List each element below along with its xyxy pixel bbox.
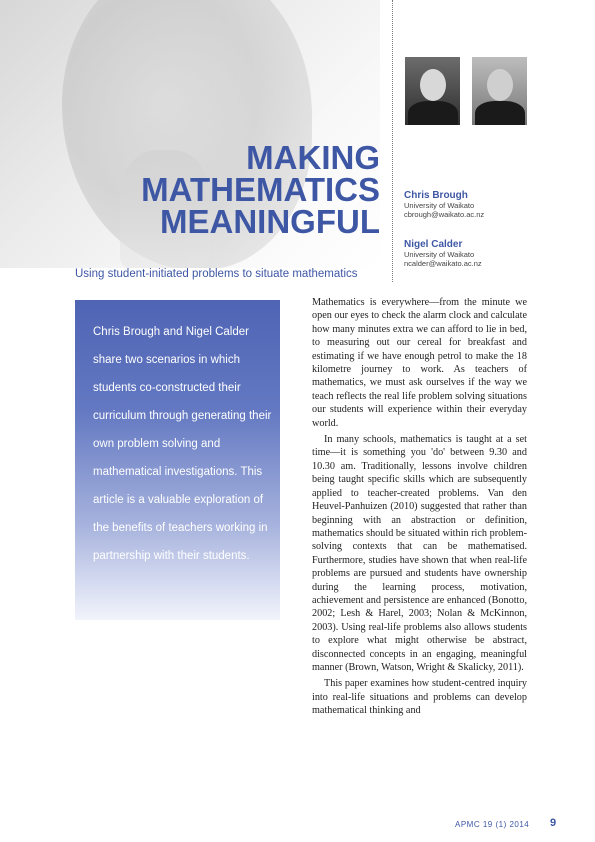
journal-citation: APMC 19 (1) 2014 (455, 820, 530, 829)
dotted-divider (392, 0, 393, 282)
author-block-1 (404, 190, 484, 219)
title-line-1: MAKING (246, 139, 380, 176)
article-title (141, 139, 380, 240)
portrait-head (420, 69, 446, 101)
title-line-3: MEANINGFUL (160, 203, 380, 240)
author-email[interactable]: ncalder@waikato.ac.nz (404, 259, 482, 268)
article-subtitle: Using student-initiated problems to situate mathematics (75, 268, 358, 280)
body-paragraph-1: Mathematics is everywhere—from the minute we open our eyes to check the alarm clock and calculate how many minutes extra we can afford to lie in bed, to measuring out our cereal for breakfast and estimating if we have enough petrol to make the 18 kilometre journey to work. As teachers of mathematics, we must ask ourselves if the way we teach reflects the real life problem solving situations our students will experience within their everyday world. (312, 297, 527, 429)
author-name: Chris Brough (404, 190, 468, 201)
page-number: 9 (550, 817, 557, 829)
body-paragraph-3: This paper examines how student-centred inquiry into real-life situations and problems can develop mathematical thinking and (312, 678, 527, 717)
author-block-2 (404, 239, 482, 268)
portrait-shoulders (408, 101, 458, 125)
author-affiliation: University of Waikato (404, 250, 475, 259)
title-line-2: MATHEMATICS (141, 171, 380, 208)
author-name: Nigel Calder (404, 239, 463, 250)
callout-text: Chris Brough and Nigel Calder share two scenarios in which students co-constructed their curriculum through generating their own problem solving and mathematical investigations. This article is a valuable exploration of the benefits of teachers working in partnership with their students. (93, 326, 272, 562)
author-affiliation: University of Waikato (404, 201, 475, 210)
article-body (312, 296, 527, 721)
body-paragraph-2: In many schools, mathematics is taught at a set time—it is something you 'do' between 9.30 and 10.30 am. Traditionally, lessons involve children being taught specific skills which are subsequently applied to teacher-created problems. Van den Heuvel-Panhuizen (2010) suggested that rather than beginning with an abstraction or definition, mathematics should be situated within rich problem-solving contexts that can be mathematised. Furthermore, studies have shown that when real-life problems are pursued and students have ownership during the learning process, motivation, achievement and persistence are enhanced (Bonotto, 2002; Lesh & Harel, 2003; Nolan & McKinnon, 2003). Using real-life problems also allows students to explore what might otherwise be abstract, disconnected concepts in an engaging, meaningful manner (Brown, Watson, Wright & Skalicky, 2011). (312, 434, 527, 673)
author-photo-nigel-calder (472, 57, 527, 125)
author-photo-chris-brough (405, 57, 460, 125)
author-email[interactable]: cbrough@waikato.ac.nz (404, 210, 485, 219)
portrait-shoulders (475, 101, 525, 125)
portrait-head (487, 69, 513, 101)
